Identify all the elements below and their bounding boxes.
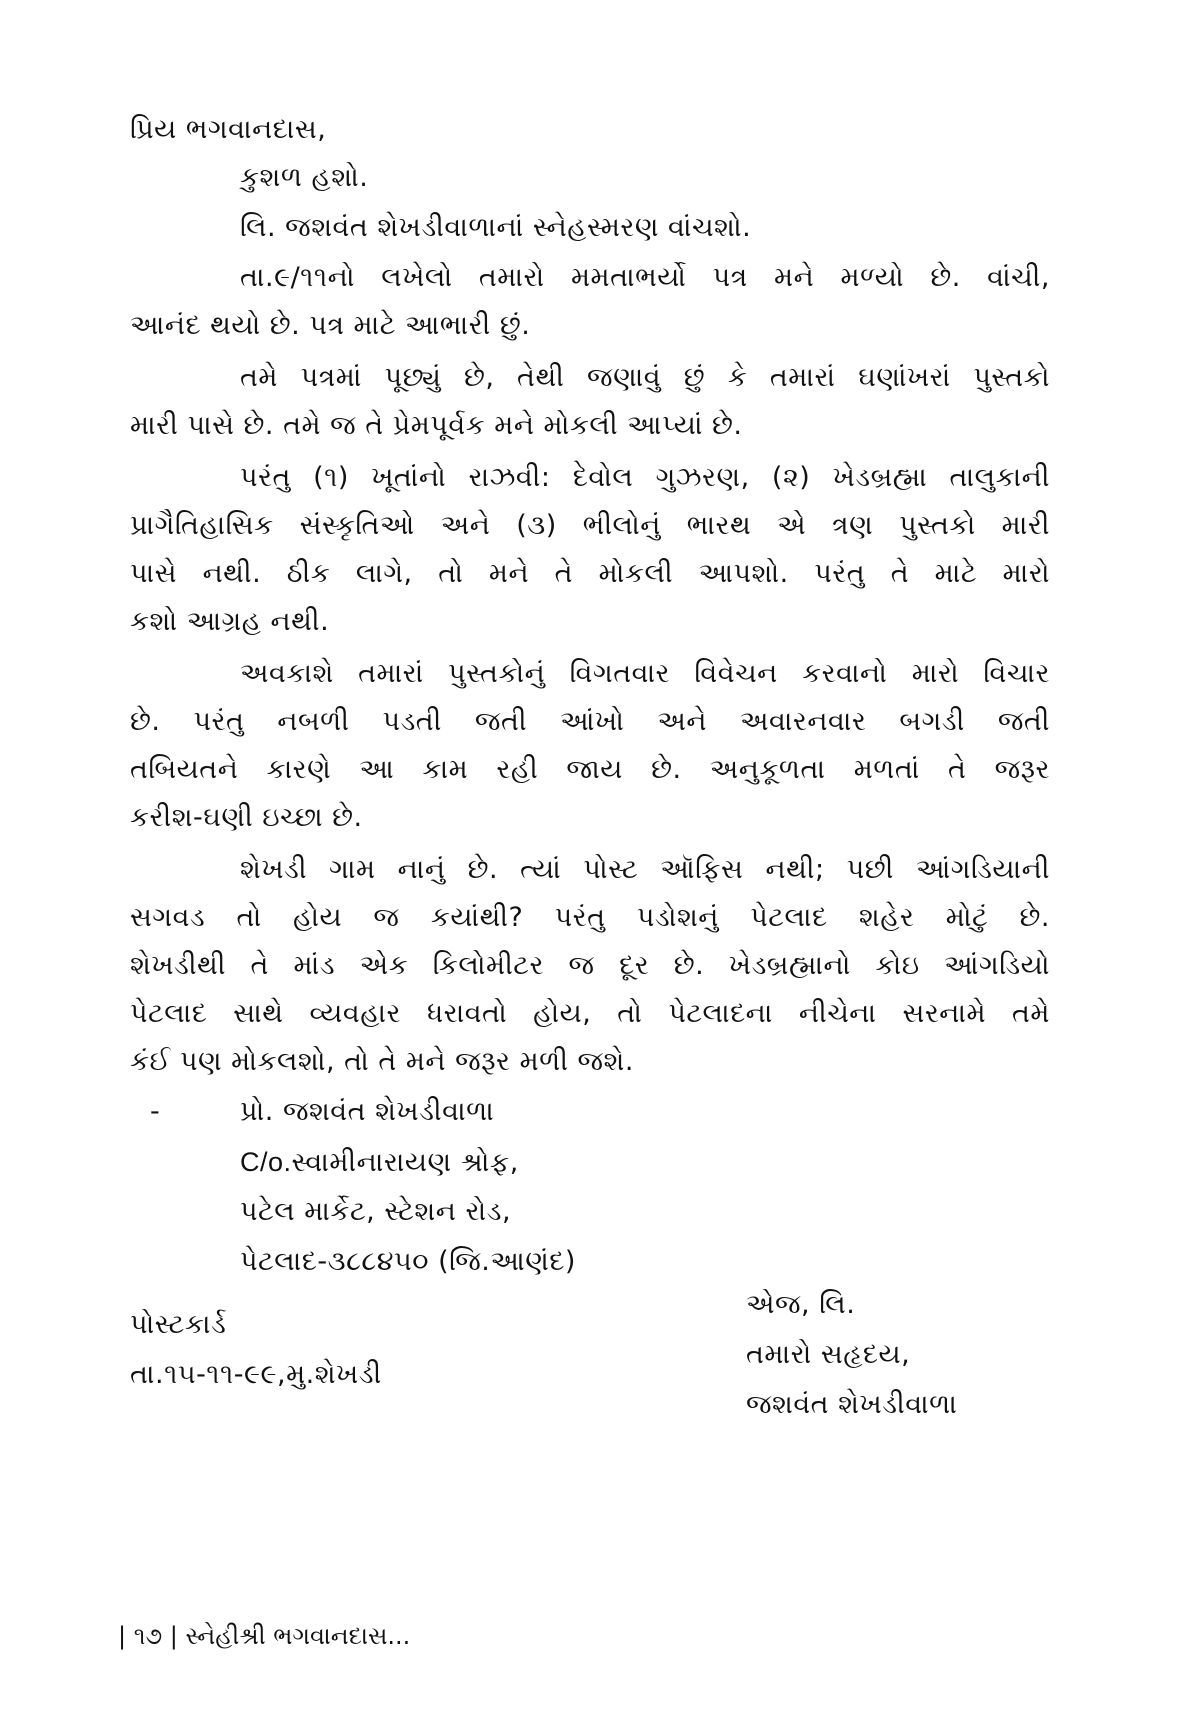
paragraph-2-line-1: તમે પત્રમાં પૂછ્યું છે, તેથી જણાવું છું કે તમારાં ઘણાંખરાં પુસ્તકો	[240, 362, 1050, 393]
address-city: પેટલાદ-૩૮૮૪૫૦ (જિ.આણંદ)	[240, 1246, 576, 1277]
sender-line: લિ. જશવંત શેખડીવાળાનાં સ્નેહસ્મરણ વાંચશો.	[240, 212, 752, 243]
paragraph-4-line-2: છે. પરંતુ નબળી પડતી જતી આંખો અને અવારનવાર બગડી જતી	[130, 706, 1050, 737]
address-co-prefix: C/o.	[240, 1147, 292, 1177]
paragraph-3-line-1: પરંતુ (૧) ખૂતાંનો રાઝવી: દેવોલ ગુઝરણ, (૨) ખેડબ્રહ્મા તાલુકાની	[240, 462, 1050, 493]
paragraph-2-line-2: મારી પાસે છે. તમે જ તે પ્રેમપૂર્વક મને મોકલી આપ્યાં છે.	[130, 410, 743, 441]
paragraph-3-line-4: કશો આગ્રહ નથી.	[130, 606, 330, 637]
page-footer: | ૧૭ | સ્નેહીશ્રી ભગવાનદાસ...	[118, 1622, 411, 1650]
closing-signature: જશવંત શેખડીવાળા	[746, 1389, 958, 1420]
closing-line-1: એજ, લિ.	[746, 1289, 856, 1320]
paragraph-1-line-1: તા.૯/૧૧નો લખેલો તમારો મમતાભર્યો પત્ર મને મળ્યો છે. વાંચી,	[240, 262, 1050, 293]
paragraph-5-line-2: સગવડ તો હોય જ કયાંથી? પરંતુ પડોશનું પેટલાદ શહેર મોટું છે.	[130, 902, 1050, 933]
paragraph-5-line-1: શેખડી ગામ નાનું છે. ત્યાં પોસ્ટ ઑફિસ નથી; પછી આંગડિયાની	[240, 854, 1050, 885]
paragraph-4-line-4: કરીશ-ઘણી ઇચ્છા છે.	[130, 802, 363, 833]
paragraph-1-line-2: આનંદ થયો છે. પત્ર માટે આભારી છું.	[130, 310, 531, 341]
closing-line-2: તમારો સહૃદય,	[746, 1339, 911, 1370]
paragraph-5-line-5: કંઈ પણ મોકલશો, તો તે મને જરૂર મળી જશે.	[130, 1046, 634, 1077]
paragraph-4-line-1: અવકાશે તમારાં પુસ્તકોનું વિગતવાર વિવેચન કરવાનો મારો વિચાર	[240, 658, 1050, 689]
paragraph-3-line-3: પાસે નથી. ઠીક લાગે, તો મને તે મોકલી આપશો. પરંતુ તે માટે મારો	[130, 558, 1050, 589]
address-dash: -	[150, 1096, 161, 1127]
paragraph-5-line-4: પેટલાદ સાથે વ્યવહાર ધરાવતો હોય, તો પેટલાદના નીચેના સરનામે તમે	[130, 998, 1050, 1029]
address-co-rest: સ્વામીનારાયણ શ્રોફ,	[291, 1147, 519, 1178]
address-street: પટેલ માર્કેટ, સ્ટેશન રોડ,	[240, 1196, 512, 1227]
address-name: પ્રો. જશવંત શેખડીવાળા	[240, 1096, 495, 1127]
postcard-label: પોસ્ટકાર્ડ	[130, 1309, 227, 1340]
greeting: કુશળ હશો.	[240, 162, 369, 193]
paragraph-5-line-3: શેખડીથી તે માંડ એક કિલોમીટર જ દૂર છે. ખેડબ્રહ્માનો કોઇ આંગડિયો	[130, 950, 1050, 981]
paragraph-3-line-2: પ્રાગૈતિહાસિક સંસ્કૃતિઓ અને (૩) ભીલોનું ભારથ એ ત્રણ પુસ્તકો મારી	[130, 510, 1050, 541]
date-place: તા.૧૫-૧૧-૯૯,મુ.શેખડી	[130, 1359, 382, 1390]
paragraph-4-line-3: તબિયતને કારણે આ કામ રહી જાય છે. અનુકૂળતા મળતાં તે જરૂર	[130, 754, 1050, 785]
address-co	[240, 1142, 519, 1183]
salutation: પ્રિય ભગવાનદાસ,	[130, 114, 327, 145]
